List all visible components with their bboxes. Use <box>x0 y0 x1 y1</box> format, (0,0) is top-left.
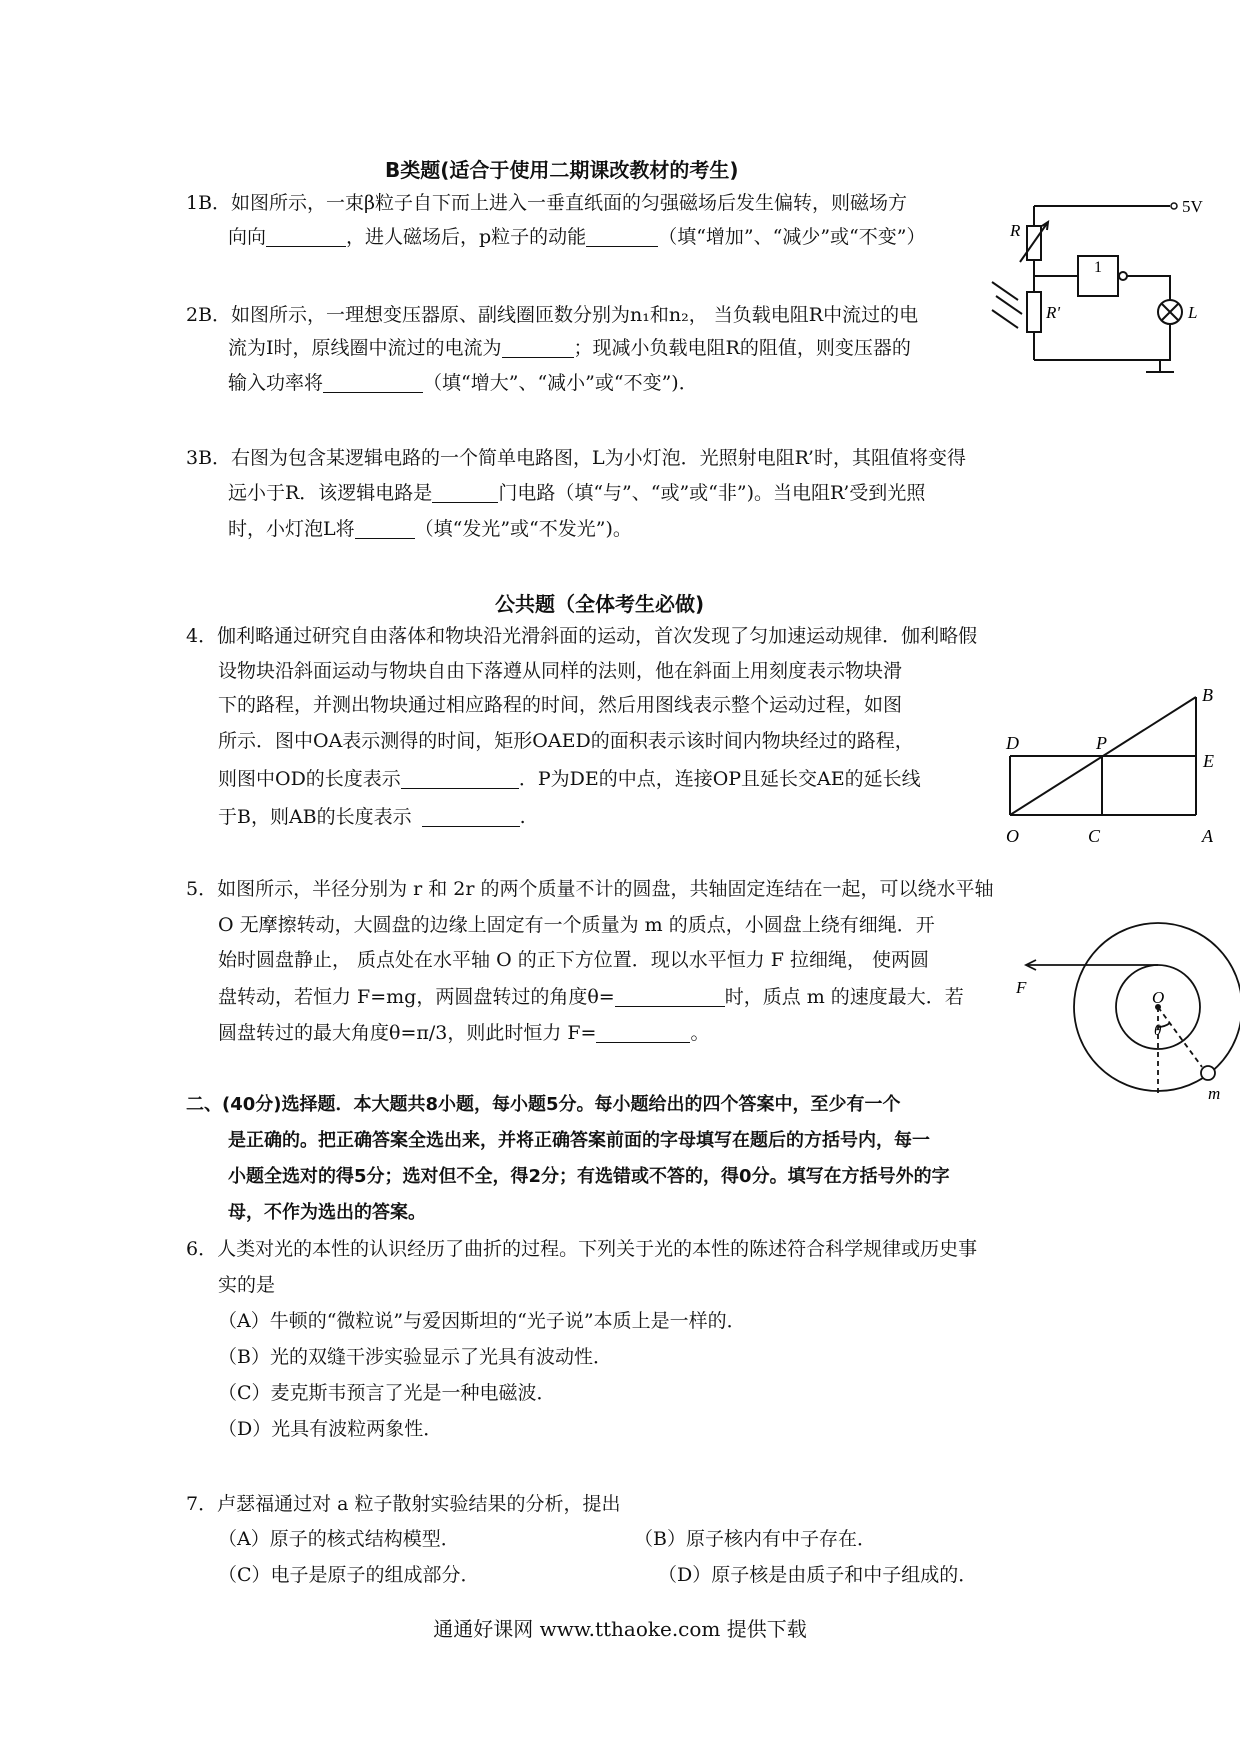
circuit-r-prime-label: R' <box>1046 303 1061 322</box>
q5-text-d: 。 <box>690 1022 710 1044</box>
logic-circuit-diagram <box>990 190 1220 420</box>
q4-line2: 设物块沿斜面运动与物块自由下落遵从同样的法则，他在斜面上用刻度表示物块滑 <box>218 660 903 682</box>
section-b-title: B类题(适合于使用二期课改教材的考生) <box>385 158 739 182</box>
q2b-text-c: 输入功率将 <box>228 372 324 394</box>
q4-text-d: . <box>519 806 526 828</box>
q5-line3: 始时圆盘静止， 质点处在水平轴 O 的正下方位置．现以水平恒力 F 拉细绳， 使两圆 <box>218 949 929 971</box>
q3b-blank-2[interactable] <box>355 516 415 539</box>
q1b-line2 <box>228 222 925 252</box>
q4-text-b: ．P为DE的中点，连接OP且延长交AE的延长线 <box>518 768 921 790</box>
q1b-text-c: （填“增加”、“减少”或“不变”） <box>658 226 926 248</box>
q5-text-c: 圆盘转过的最大角度θ=π/3，则此时恒力 F= <box>218 1022 597 1044</box>
part2-line2: 是正确的。把正确答案全选出来，并将正确答案前面的字母填写在题后的方括号内，每一 <box>228 1130 930 1151</box>
q3b-text-b: 门电路（填“与”、“或”或“非”)。当电阻R’受到光照 <box>498 482 926 504</box>
q4-line5 <box>218 764 921 794</box>
q3b-line2 <box>228 478 925 508</box>
q6-line2: 实的是 <box>218 1274 276 1296</box>
part2-line3: 小题全选对的得5分；选对但不全，得2分；有选错或不答的，得0分。填写在方括号外的字 <box>228 1166 950 1187</box>
q7-line1: 7．卢瑟福通过对 a 粒子散射实验结果的分析，提出 <box>186 1493 621 1515</box>
q6-option-b: （B）光的双缝干涉实验显示了光具有波动性． <box>218 1346 612 1368</box>
q5-text-b: 时，质点 m 的速度最大．若 <box>724 986 964 1008</box>
part2-line4: 母，不作为选出的答案。 <box>228 1202 426 1223</box>
q2b-blank-1[interactable] <box>502 335 574 358</box>
q7-option-d: （D）原子核是由质子和中子组成的． <box>658 1564 978 1586</box>
circuit-lamp-label: L <box>1188 303 1198 322</box>
fig4-label-D: D <box>1006 733 1019 753</box>
fig5-label-F: F <box>1016 978 1027 997</box>
fig4-label-B: B <box>1202 685 1213 705</box>
q2b-line3 <box>228 368 698 398</box>
galileo-graph <box>1000 685 1220 865</box>
q5-text-a: 盘转动，若恒力 F=mg，两圆盘转过的角度θ= <box>218 986 615 1008</box>
q5-line1: 5．如图所示，半径分别为 r 和 2r 的两个质量不计的圆盘，共轴固定连结在一起，可以绕水平轴 <box>186 878 994 900</box>
q3b-line3 <box>228 514 632 544</box>
q2b-line2 <box>228 333 911 363</box>
q5-blank-1[interactable] <box>615 984 725 1007</box>
q7-option-a: （A）原子的核式结构模型． <box>218 1528 460 1550</box>
q1b-text-b: ，进人磁场后，p粒子的动能 <box>346 226 587 248</box>
q4-line6 <box>218 802 526 832</box>
q4-line4: 所示．图中OA表示测得的时间，矩形OAED的面积表示该时间内物块经过的路程， <box>218 730 914 752</box>
q1b-text-a: 向向 <box>228 226 267 248</box>
circuit-gate-label: 1 <box>1094 259 1102 276</box>
common-title: 公共题（全体考生必做) <box>495 592 705 616</box>
q3b-line1: 3B．右图为包含某逻辑电路的一个简单电路图，L为小灯泡．光照射电阻R’时，其阻值将变得 <box>186 447 966 469</box>
q1b-blank-2[interactable] <box>586 224 658 247</box>
q6-option-a: （A）牛顿的“微粒说”与爱因斯坦的“光子说”本质上是一样的． <box>218 1310 746 1332</box>
q2b-text-b: ；现减小负载电阻R的阻值，则变压器的 <box>573 337 911 359</box>
q4-blank-1[interactable] <box>401 766 519 789</box>
q6-line1: 6．人类对光的本性的认识经历了曲折的过程。下列关于光的本性的陈述符合科学规律或历史事 <box>186 1238 978 1260</box>
fig5-label-O: O <box>1152 988 1165 1007</box>
q6-option-d: （D）光具有波粒两象性． <box>218 1418 443 1440</box>
fig4-label-O: O <box>1006 826 1019 846</box>
q7-option-c: （C）电子是原子的组成部分． <box>218 1564 480 1586</box>
q2b-line1: 2B．如图所示，一理想变压器原、副线圈匝数分别为n₁和n₂， 当负载电阻R中流过的电 <box>186 304 919 326</box>
q1b-line1: 1B．如图所示，一束β粒子自下而上进入一垂直纸面的匀强磁场后发生偏转，则磁场方 <box>186 192 908 214</box>
fig4-label-C: C <box>1088 826 1101 846</box>
page-footer: 通通好课网 www.tthaoke.com 提供下载 <box>433 1617 807 1641</box>
q4-blank-2[interactable] <box>422 804 520 827</box>
circuit-r-label: R <box>1010 221 1021 240</box>
fig5-label-theta: θ <box>1154 1023 1162 1039</box>
q2b-text-a: 流为I时，原线圈中流过的电流为 <box>228 337 502 359</box>
q4-text-a: 则图中OD的长度表示 <box>218 768 401 790</box>
fig4-label-A: A <box>1202 826 1213 846</box>
q1b-blank-1[interactable] <box>266 224 346 247</box>
q5-line4 <box>218 982 964 1012</box>
q2b-text-d: （填“增大”、“减小”或“不变”)． <box>423 372 698 394</box>
q4-line3: 下的路程，并测出物块通过相应路程的时间，然后用图线表示整个运动过程，如图 <box>218 694 903 716</box>
fig5-label-m: m <box>1208 1084 1221 1103</box>
q4-line1: 4．伽利略通过研究自由落体和物块沿光滑斜面的运动，首次发现了匀加速运动规律．伽利略假 <box>186 625 978 647</box>
q5-line5 <box>218 1018 710 1048</box>
q5-line2: O 无摩擦转动，大圆盘的边缘上固定有一个质量为 m 的质点，小圆盘上绕有细绳．开 <box>218 914 935 936</box>
q3b-text-c: 时，小灯泡L将 <box>228 518 355 540</box>
q6-option-c: （C）麦克斯韦预言了光是一种电磁波． <box>218 1382 556 1404</box>
fig4-label-E: E <box>1203 751 1214 771</box>
q3b-text-d: （填“发光”或“不发光”)。 <box>414 518 632 540</box>
q5-blank-2[interactable] <box>596 1020 690 1043</box>
q3b-text-a: 远小于R．该逻辑电路是 <box>228 482 433 504</box>
fig4-label-P: P <box>1096 733 1107 753</box>
part2-line1: 二、(40分)选择题．本大题共8小题，每小题5分。每小题给出的四个答案中，至少有一个 <box>186 1094 901 1115</box>
q3b-blank-1[interactable] <box>432 480 498 503</box>
q4-text-c: 于B，则AB的长度表示 <box>218 806 412 828</box>
circuit-supply-label: 5V <box>1182 197 1203 216</box>
q2b-blank-2[interactable] <box>323 370 423 393</box>
q7-option-b: （B）原子核内有中子存在． <box>634 1528 876 1550</box>
disc-diagram <box>1008 935 1238 1105</box>
